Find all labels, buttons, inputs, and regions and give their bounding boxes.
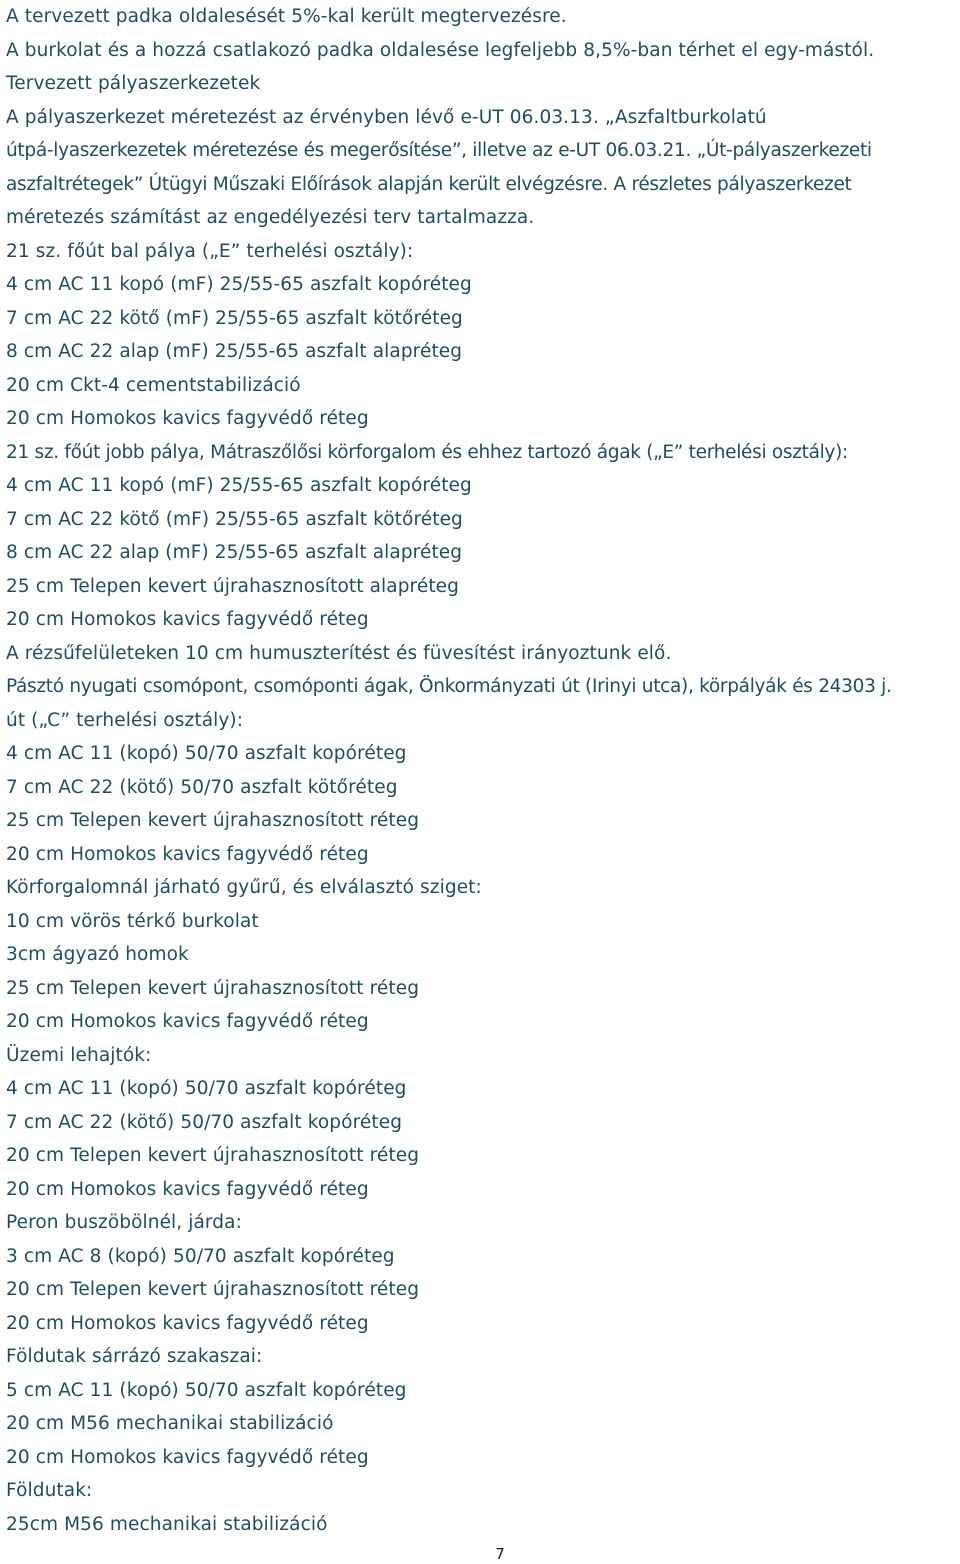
layer-item: 25 cm Telepen kevert újrahasznosított réteg — [6, 810, 420, 831]
layer-group-heading: 21 sz. főút jobb pálya, Mátraszőlősi körforgalom és ehhez tartozó ágak („E” terhelési osztály): — [6, 441, 848, 463]
layer-item: 25cm M56 mechanikai stabilizáció — [6, 1513, 328, 1535]
paragraph-line: A tervezett padka oldalesését 5%-kal került megtervezésre. — [6, 6, 567, 27]
layer-item: 7 cm AC 22 kötő (mF) 25/55-65 aszfalt kötőréteg — [6, 307, 463, 329]
layer-group-heading: út („C” terhelési osztály): — [6, 709, 244, 731]
layer-item: 4 cm AC 11 (kopó) 50/70 aszfalt kopóréteg — [6, 743, 407, 764]
paragraph-line: A rézsűfelületeken 10 cm humuszterítést és füvesítést irányoztunk elő. — [6, 642, 672, 664]
paragraph-line: A pályaszerkezet méretezést az érvényben lévő e-UT 06.03.13. „Aszfaltburkolatú — [6, 106, 767, 128]
section-heading: Tervezett pályaszerkezetek — [6, 73, 261, 94]
layer-item: 20 cm Homokos kavics fagyvédő réteg — [6, 1446, 369, 1468]
layer-item: 20 cm Telepen kevert újrahasznosított réteg — [6, 1145, 420, 1166]
paragraph-line: A burkolat és a hozzá csatlakozó padka oldalesése legfeljebb 8,5%-ban térhet el egy-mástól. — [6, 39, 875, 61]
layer-item: 20 cm Ckt-4 cementstabilizáció — [6, 374, 301, 396]
layer-item: 4 cm AC 11 kopó (mF) 25/55-65 aszfalt kopóréteg — [6, 475, 472, 496]
layer-item: 20 cm Homokos kavics fagyvédő réteg — [6, 1011, 369, 1032]
document-body — [6, 0, 958, 1541]
layer-item: 20 cm Homokos kavics fagyvédő réteg — [6, 408, 369, 429]
layer-group-heading: Pásztó nyugati csomópont, csomóponti ágak, Önkormányzati út (Irinyi utca), körpályák és 24303 j. — [6, 676, 892, 697]
layer-item: 20 cm Homokos kavics fagyvédő réteg — [6, 843, 369, 865]
layer-group-heading: Földutak: — [6, 1480, 93, 1501]
layer-group-heading: Földutak sárrázó szakaszai: — [6, 1346, 263, 1367]
layer-item: 20 cm Homokos kavics fagyvédő réteg — [6, 1178, 369, 1200]
layer-item: 7 cm AC 22 (kötő) 50/70 aszfalt kopóréteg — [6, 1111, 403, 1133]
layer-item: 7 cm AC 22 kötő (mF) 25/55-65 aszfalt kötőréteg — [6, 508, 463, 530]
layer-item: 8 cm AC 22 alap (mF) 25/55-65 aszfalt alapréteg — [6, 542, 463, 563]
layer-item: 7 cm AC 22 (kötő) 50/70 aszfalt kötőréteg — [6, 776, 398, 798]
layer-item: 25 cm Telepen kevert újrahasznosított réteg — [6, 977, 420, 999]
paragraph-line: méretezés számítást az engedélyezési terv tartalmazza. — [6, 207, 535, 228]
layer-group-heading: Peron buszöbölnél, járda: — [6, 1212, 242, 1233]
page-number: 7 — [495, 1545, 505, 1563]
layer-group-heading: Körforgalomnál járható gyűrű, és elválasztó sziget: — [6, 877, 482, 898]
layer-item: 5 cm AC 11 (kopó) 50/70 aszfalt kopóréteg — [6, 1379, 407, 1401]
layer-item: 3 cm AC 8 (kopó) 50/70 aszfalt kopóréteg — [6, 1245, 395, 1267]
layer-item: 4 cm AC 11 kopó (mF) 25/55-65 aszfalt kopóréteg — [6, 274, 472, 295]
layer-group-heading: Üzemi lehajtók: — [6, 1044, 152, 1066]
layer-item: 8 cm AC 22 alap (mF) 25/55-65 aszfalt alapréteg — [6, 341, 463, 362]
layer-item: 20 cm Telepen kevert újrahasznosított réteg — [6, 1279, 420, 1300]
paragraph-line: útpá-lyaszerkezetek méretezése és megerősítése”, illetve az e-UT 06.03.21. „Út-pályaszerkezeti — [6, 140, 872, 161]
layer-item: 4 cm AC 11 (kopó) 50/70 aszfalt kopóréteg — [6, 1078, 407, 1099]
layer-item: 10 cm vörös térkő burkolat — [6, 910, 259, 932]
layer-item: 3cm ágyazó homok — [6, 944, 189, 965]
layer-item: 20 cm Homokos kavics fagyvédő réteg — [6, 1312, 369, 1334]
paragraph-line: aszfaltrétegek” Útügyi Műszaki Előírások alapján került elvégzésre. A részletes pályaszerkezet — [6, 173, 852, 195]
layer-group-heading: 21 sz. főút bal pálya („E” terhelési osztály): — [6, 240, 414, 262]
layer-item: 25 cm Telepen kevert újrahasznosított alapréteg — [6, 575, 460, 597]
layer-item: 20 cm Homokos kavics fagyvédő réteg — [6, 609, 369, 630]
layer-item: 20 cm M56 mechanikai stabilizáció — [6, 1413, 334, 1434]
